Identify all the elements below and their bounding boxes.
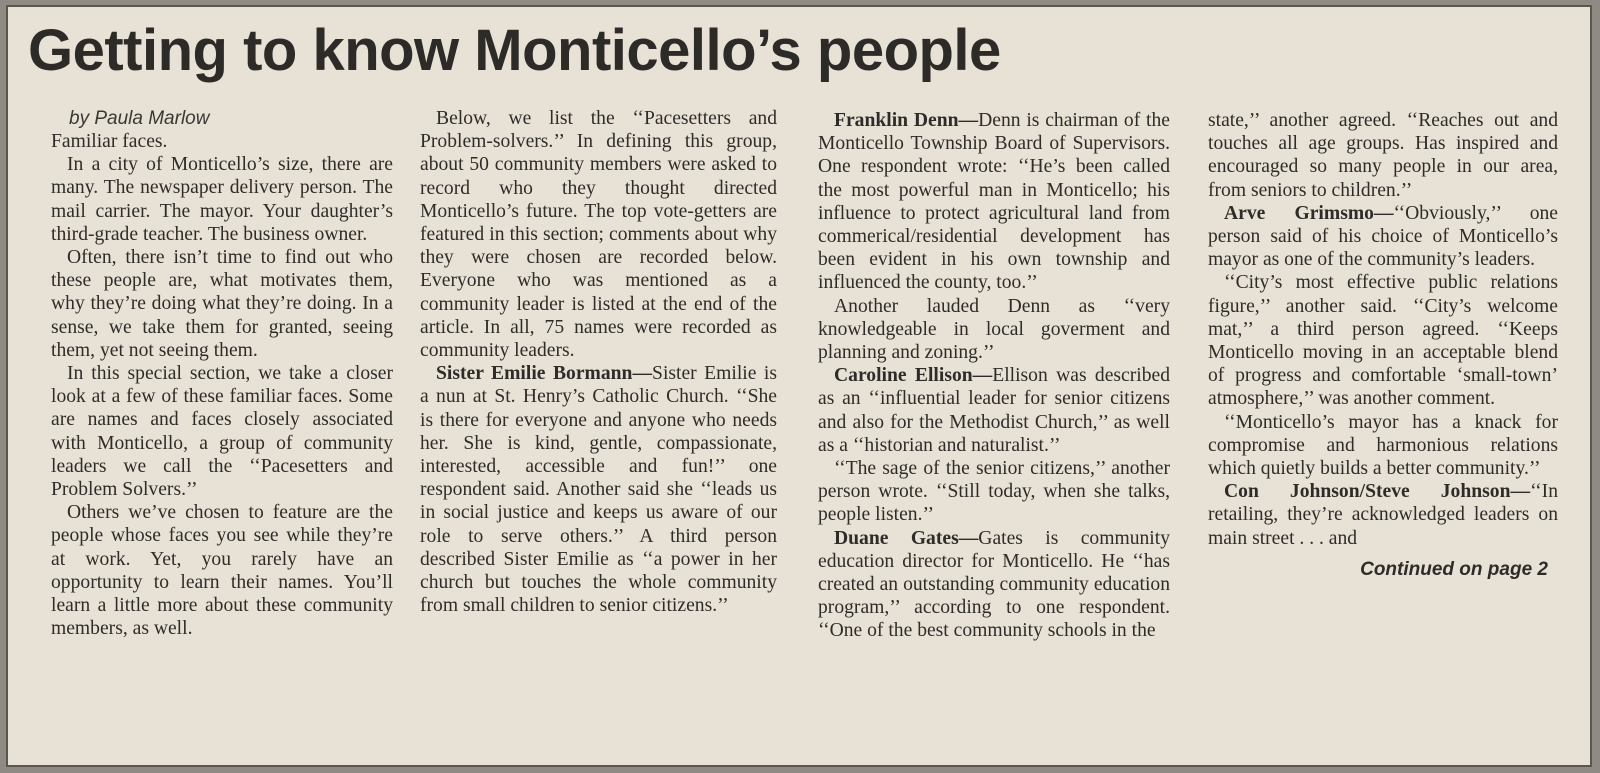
column-4: [1208, 109, 1558, 581]
continued-notice: Continued on page 2: [1360, 558, 1548, 580]
column-3: [818, 109, 1170, 643]
paragraph: state,’’ another agreed. ‘‘Reaches out and touches all age groups. Has inspired and encouraged so many people in our area, from seniors to children.’’: [1208, 110, 1558, 201]
paragraph: [818, 364, 1170, 457]
paragraph: Another lauded Denn as ‘‘very knowledgeable in local goverment and planning and zoning.’’: [818, 295, 1170, 364]
paragraph-text: ‘‘In retailing, they’re acknowledged leaders on main street . . . and: [1208, 481, 1558, 549]
column-2: [420, 107, 777, 617]
byline: by Paula Marlow: [69, 108, 210, 129]
paragraph-text: Gates is community education director for Monticello. He ‘‘has created an outstanding community education program,’’ according to one respondent. ‘‘One of the best community schools in the: [818, 527, 1170, 642]
paragraph-text: Ellison was described as an ‘‘influential leader for senior citizens and also for the Methodist Church,’’ as well as a ‘‘historian and naturalist.’’: [818, 365, 1170, 456]
person-name: Caroline Ellison—: [834, 365, 993, 387]
paragraph: Familiar faces.: [51, 131, 168, 152]
paragraph: [1208, 480, 1558, 550]
paragraph: ‘‘Monticello’s mayor has a knack for compromise and harmonious relations which quietly builds a better community.’’: [1208, 411, 1558, 480]
person-name: Con Johnson/Steve Johnson—: [1224, 481, 1531, 503]
paragraph: In a city of Monticello’s size, there are many. The newspaper delivery person. The mail carrier. The mayor. Your daughter’s third-grade teacher. The business owner.: [51, 154, 393, 245]
paragraph: [1208, 202, 1558, 272]
paragraph: In this special section, we take a closer look at a few of these familiar faces. Some are names and faces closely associated with Monticello, a group of community leaders we call the ‘‘Pacesetters and Problem Solvers.’’: [51, 363, 393, 501]
paragraph: Below, we list the ‘‘Pacesetters and Problem-solvers.’’ In defining this group, about 50 community members were asked to record who they thought directed Monticello’s future. The top vote-getters are featured in this section; comments about why they were chosen are recorded below. Everyone who was mentioned as a community leader is listed at the end of the article. In all, 75 names were recorded as community leaders.: [420, 108, 777, 362]
paragraph-text: Denn is chairman of the Monticello Township Board of Supervisors. One respondent wrote: ‘‘He’s been called the most powerful man in Monticello; his influence to protect agricultural land from commerical/residential development has been evident in his own township and influenced the county, too.’’: [818, 110, 1170, 294]
person-name: Sister Emilie Bormann—: [436, 363, 653, 385]
person-name: Franklin Denn—: [834, 110, 979, 131]
paragraph: Others we’ve chosen to feature are the people whose faces you see while they’re at work. Yet, you rarely have an opportunity to learn their names. You’ll learn a little more about these community members, as well.: [51, 502, 393, 640]
column-1: [51, 107, 393, 640]
headline: Getting to know Monticello’s people: [28, 18, 1001, 83]
person-name: Arve Grimsmo—: [1224, 202, 1394, 224]
paragraph: [818, 527, 1170, 643]
newspaper-clipping: [6, 5, 1592, 767]
paragraph-text: ‘‘Obviously,’’ one person said of his choice of Monticello’s mayor as one of the community’s leaders.: [1208, 202, 1559, 271]
paragraph: Often, there isn’t time to find out who these people are, what motivates them, why they’re doing what they’re doing. In a sense, we take them for granted, seeing them, yet not seeing them.: [51, 247, 393, 361]
paragraph: ‘‘The sage of the senior citizens,’’ another person wrote. ‘‘Still today, when she talks, people listen.’’: [818, 458, 1170, 526]
person-name: Duane Gates—: [834, 527, 979, 549]
paragraph-text: Sister Emilie is a nun at St. Henry’s Catholic Church. ‘‘She is there for everyone and anyone who needs her. She is kind, gentle, compassionate, interested, accessible and fun!’’ one respondent said. Another said she ‘‘leads us in social justice and keeps us aware of our role to serve others.’’ A third person described Sister Emilie as ‘‘a power in her church but touches the whole community from small children to senior citizens.’’: [420, 363, 777, 617]
paragraph: ‘‘City’s most effective public relations figure,’’ another said. ‘‘City’s welcome mat,’’ a third person agreed. ‘‘Keeps Monticello moving in an acceptable blend of progress and comfortable ‘small-town’ atmosphere,’’ was another comment.: [1208, 272, 1558, 410]
paragraph: [818, 109, 1170, 295]
paragraph: [420, 362, 777, 617]
